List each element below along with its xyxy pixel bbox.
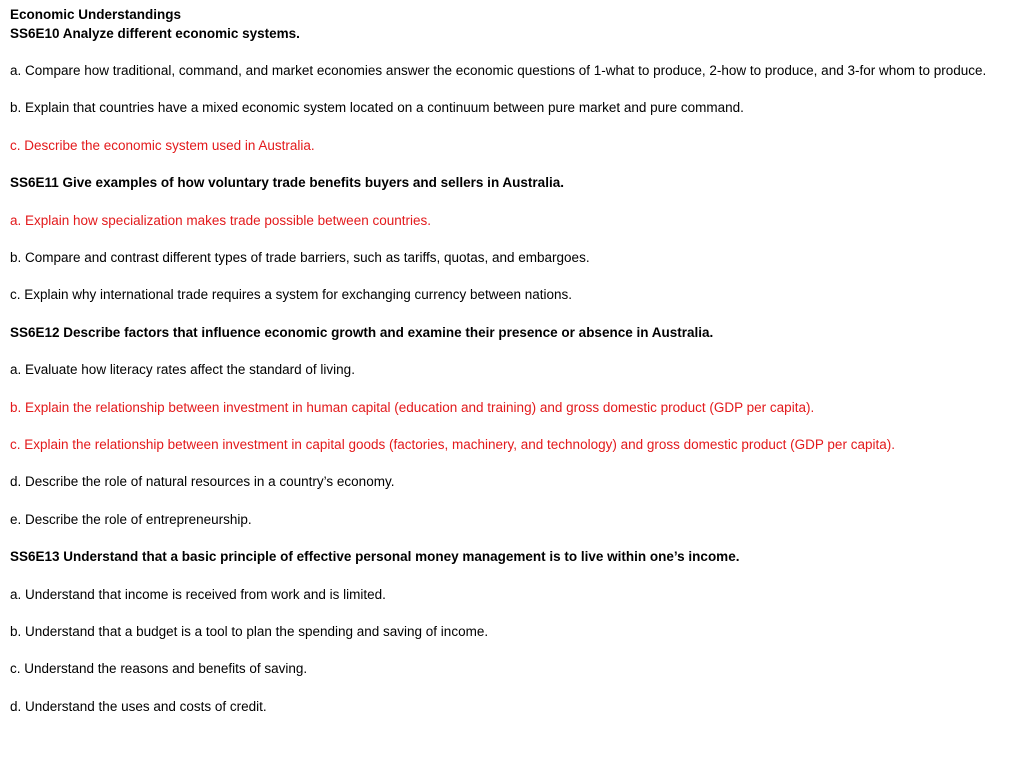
ss6e10-element-c: c. Describe the economic system used in Australia. [10,137,315,153]
ss6e13-element-c: c. Understand the reasons and benefits of saving. [10,661,308,677]
ss6e13-element-d: d. Understand the uses and costs of credit. [10,698,267,714]
ss6e12-element-c: c. Explain the relationship between investment in capital goods (factories, machinery, and technology) and gross domestic product (GDP per capita). [10,437,895,452]
ss6e10-element-b: b. Explain that countries have a mixed economic system located on a continuum between pure market and pure command. [10,100,744,116]
ss6e12-element-a: a. Evaluate how literacy rates affect the standard of living. [10,362,355,378]
ss6e10-element-a: a. Compare how traditional, command, and market economies answer the economic questions of 1-what to produce, 2-how to produce, and 3-for whom to produce. [10,63,987,79]
ss6e13-element-b: b. Understand that a budget is a tool to plan the spending and saving of income. [10,623,489,639]
ss6e12-element-e: e. Describe the role of entrepreneurship. [10,511,252,527]
ss6e13-element-a: a. Understand that income is received from work and is limited. [10,586,386,602]
standards-document [10,6,1010,716]
ss6e11-element-a: a. Explain how specialization makes trade possible between countries. [10,212,431,228]
ss6e11-element-b: b. Compare and contrast different types of trade barriers, such as tariffs, quotas, and embargoes. [10,250,590,266]
ss6e12-element-d: d. Describe the role of natural resources in a country’s economy. [10,474,395,490]
standard-ss6e13-title: SS6E13 Understand that a basic principle of effective personal money management is to live within one’s income. [10,549,740,565]
standard-ss6e12-title: SS6E12 Describe factors that influence economic growth and examine their presence or absence in Australia. [10,324,714,340]
standard-ss6e11-title: SS6E11 Give examples of how voluntary trade benefits buyers and sellers in Australia. [10,175,564,191]
document-heading: Economic Understandings [10,7,182,22]
ss6e11-element-c: c. Explain why international trade requires a system for exchanging currency between nations. [10,287,573,303]
standard-ss6e10-title: SS6E10 Analyze different economic systems. [10,25,300,41]
ss6e12-element-b: b. Explain the relationship between investment in human capital (education and training) and gross domestic product (GDP per capita). [10,399,815,415]
